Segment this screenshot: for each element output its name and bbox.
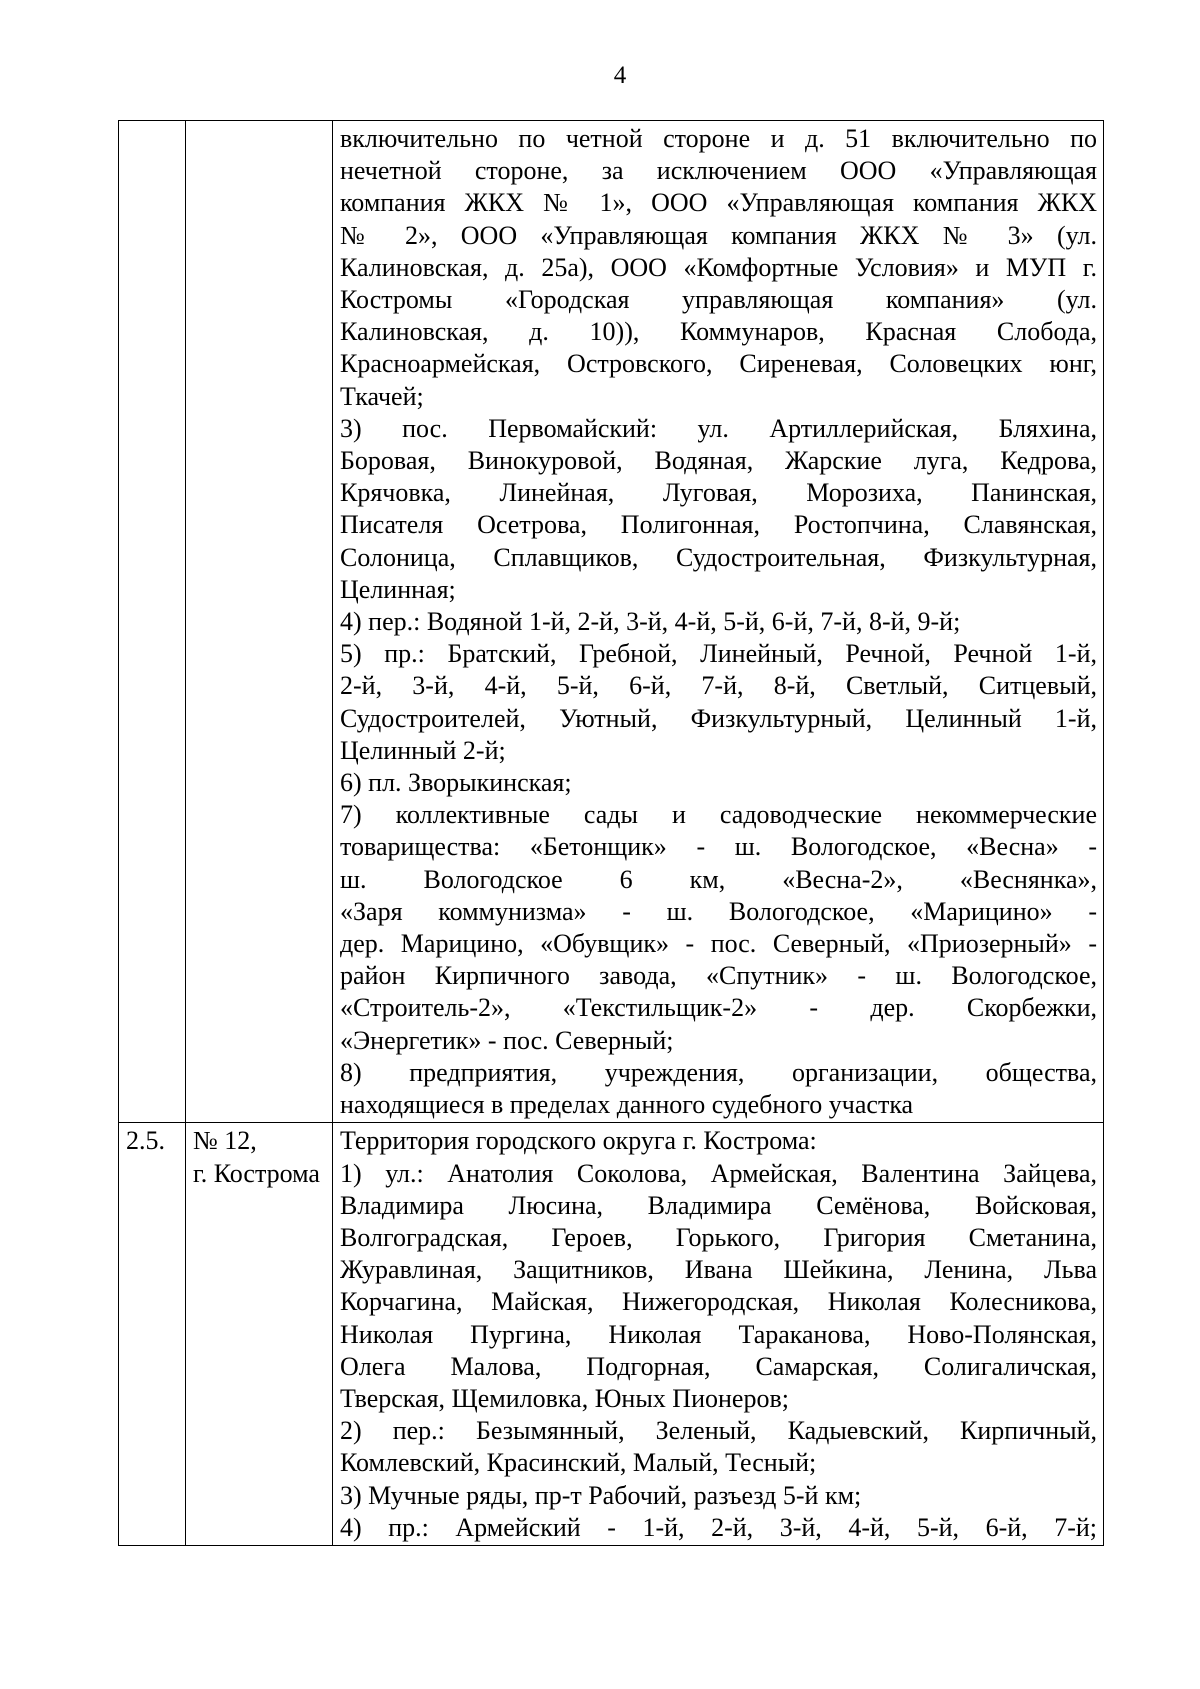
court-city: г. Кострома <box>193 1158 320 1188</box>
text-line: дер. Марицино, «Обувщик» - пос. Северный, «Приозерный» - <box>340 929 1097 959</box>
text-line: нечетной стороне, за исключением ООО «Управляющая <box>340 156 1097 186</box>
text-line: Тверская, Щемиловка, Юных Пионеров; <box>340 1383 789 1413</box>
text-line: 4) пер.: Водяной 1-й, 2-й, 3-й, 4-й, 5-й, 6-й, 7-й, 8-й, 9-й; <box>340 607 961 637</box>
territory-cell <box>333 1123 1104 1546</box>
text-line: компания ЖКХ № 1», ООО «Управляющая компания ЖКХ <box>340 188 1097 218</box>
row-number-cell <box>119 121 186 1123</box>
text-line: Боровая, Винокуровой, Водяная, Жарские луга, Кедрова, <box>340 446 1097 476</box>
text-line: 4) пр.: Армейский - 1-й, 2-й, 3-й, 4-й, 5-й, 6-й, 7-й; <box>340 1512 1097 1542</box>
text-line: Красноармейская, Островского, Сиреневая, Соловецких юнг, <box>340 349 1097 379</box>
text-line: «Строитель-2», «Текстильщик-2» - дер. Скорбежки, <box>340 993 1097 1023</box>
table-row <box>119 121 1104 1123</box>
court-districts-table <box>118 120 1104 1546</box>
text-line: Писателя Осетрова, Полигонная, Ростопчина, Славянская, <box>340 510 1097 540</box>
row-number-cell <box>119 1123 186 1546</box>
text-line: 3) Мучные ряды, пр-т Рабочий, разъезд 5-й км; <box>340 1480 862 1510</box>
text-line: Владимира Люсина, Владимира Семёнова, Войсковая, <box>340 1190 1097 1220</box>
text-line: 7) коллективные сады и садоводческие некоммерческие <box>340 800 1097 830</box>
court-cell <box>186 121 333 1123</box>
text-line: 6) пл. Зворыкинская; <box>340 768 572 798</box>
text-line: Олега Малова, Подгорная, Самарская, Солигаличская, <box>340 1351 1097 1381</box>
text-line: находящиеся в пределах данного судебного участка <box>340 1090 914 1120</box>
text-line: 2-й, 3-й, 4-й, 5-й, 6-й, 7-й, 8-й, Светлый, Ситцевый, <box>340 671 1097 701</box>
table-row <box>119 1123 1104 1546</box>
text-line: Волгоградская, Героев, Горького, Григория Сметанина, <box>340 1222 1097 1252</box>
text-line: Территория городского округа г. Кострома: <box>340 1126 817 1156</box>
text-line: Костромы «Городская управляющая компания» (ул. <box>340 285 1097 315</box>
text-line: товарищества: «Бетонщик» - ш. Вологодское, «Весна» - <box>340 832 1097 862</box>
text-line: 1) ул.: Анатолия Соколова, Армейская, Валентина Зайцева, <box>340 1158 1097 1188</box>
text-line: Журавлиная, Защитников, Ивана Шейкина, Ленина, Льва <box>340 1255 1097 1285</box>
court-cell <box>186 1123 333 1546</box>
text-line: Калиновская, д. 10)), Коммунаров, Красная Слобода, <box>340 317 1097 347</box>
text-line: Калиновская, д. 25а), ООО «Комфортные Условия» и МУП г. <box>340 252 1097 282</box>
text-line: Крячовка, Линейная, Луговая, Морозиха, Панинская, <box>340 478 1097 508</box>
text-line: «Энергетик» - пос. Северный; <box>340 1025 674 1055</box>
text-line: 8) предприятия, учреждения, организации, общества, <box>340 1057 1097 1087</box>
text-line: 3) пос. Первомайский: ул. Артиллерийская, Бляхина, <box>340 413 1097 443</box>
text-line: Солоница, Сплавщиков, Судостроительная, Физкультурная, <box>340 542 1097 572</box>
row-number: 2.5. <box>126 1126 165 1156</box>
court-number: № 12, <box>193 1126 257 1156</box>
text-line: Ткачей; <box>340 381 424 411</box>
text-line: район Кирпичного завода, «Спутник» - ш. Вологодское, <box>340 961 1097 991</box>
territory-text <box>340 123 1097 1121</box>
text-line: Комлевский, Красинский, Малый, Тесный; <box>340 1448 817 1478</box>
text-line: ш. Вологодское 6 км, «Весна-2», «Веснянка», <box>340 864 1097 894</box>
territory-cell <box>333 121 1104 1123</box>
text-line: Судостроителей, Уютный, Физкультурный, Целинный 1-й, <box>340 703 1097 733</box>
text-line: Николая Пургина, Николая Тараканова, Ново-Полянская, <box>340 1319 1097 1349</box>
text-line: Целинный 2-й; <box>340 735 506 765</box>
text-line: 2) пер.: Безымянный, Зеленый, Кадыевский, Кирпичный, <box>340 1416 1097 1446</box>
text-line: № 2», ООО «Управляющая компания ЖКХ № 3» (ул. <box>340 220 1097 250</box>
text-line: Корчагина, Майская, Нижегородская, Николая Колесникова, <box>340 1287 1097 1317</box>
text-line: 5) пр.: Братский, Гребной, Линейный, Речной, Речной 1-й, <box>340 639 1097 669</box>
text-line: «Заря коммунизма» - ш. Вологодское, «Марицино» - <box>340 896 1097 926</box>
page-number: 4 <box>613 62 627 89</box>
text-line: включительно по четной стороне и д. 51 включительно по <box>340 124 1097 153</box>
territory-text <box>340 1125 1097 1544</box>
text-line: Целинная; <box>340 574 456 604</box>
